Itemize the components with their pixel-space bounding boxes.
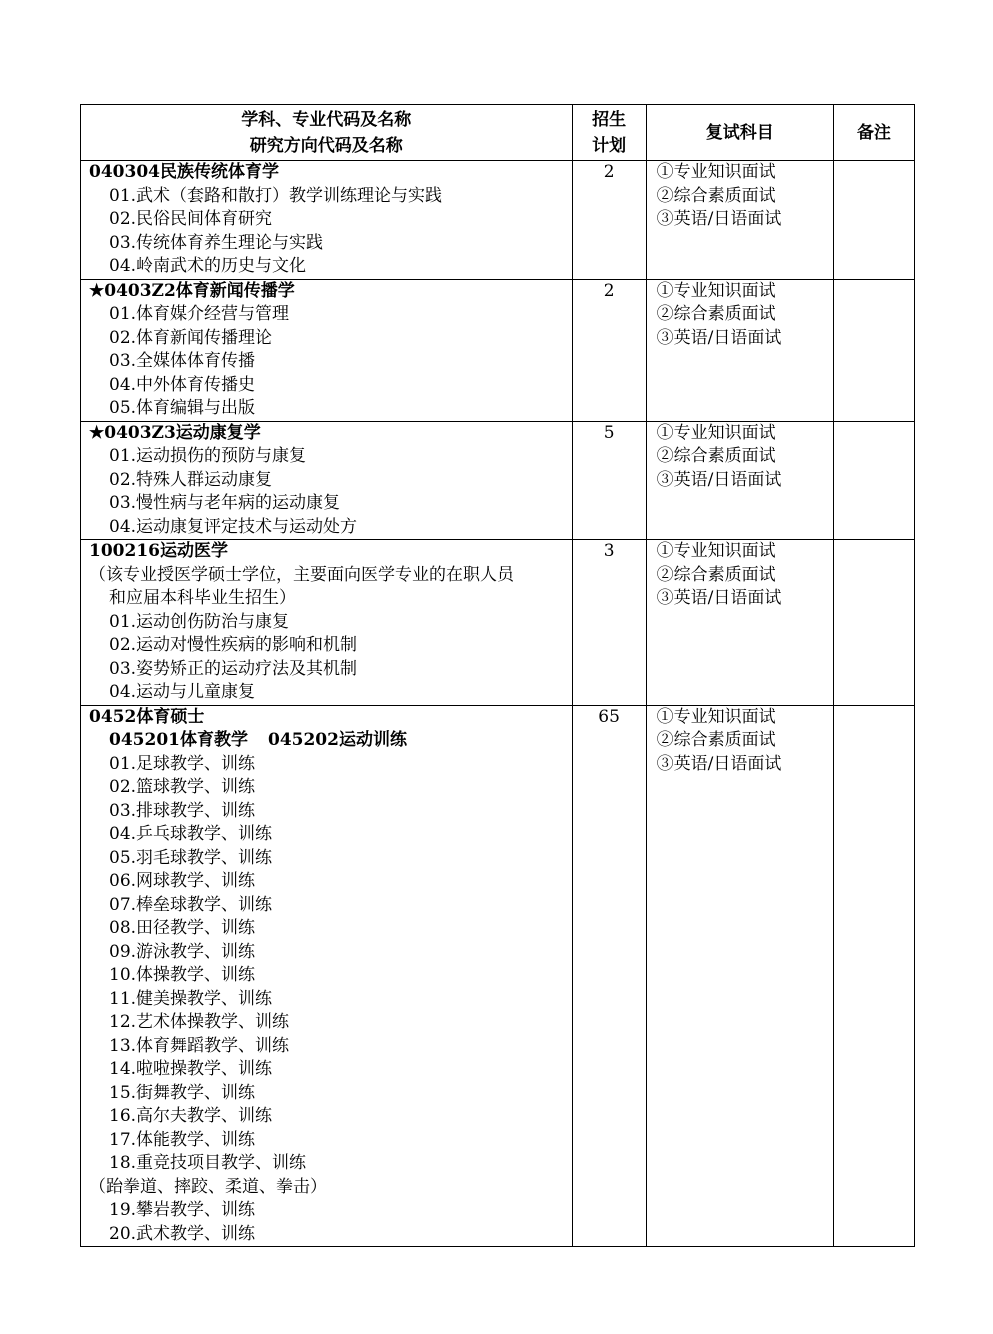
direction-item-remark: （跆拳道、摔跤、柔道、拳击） — [89, 1176, 327, 1197]
direction-item: 04.岭南武术的历史与文化 — [109, 256, 307, 276]
direction-item: 03.姿势矫正的运动疗法及其机制 — [109, 658, 358, 679]
direction-item: 11.健美操教学、训练 — [109, 988, 273, 1009]
header-subject-line2: 研究方向代码及名称 — [249, 135, 403, 156]
direction-item: 17.体能教学、训练 — [109, 1129, 256, 1150]
subject-title: 0452体育硕士 — [89, 706, 205, 727]
direction-item: 01.运动创伤防治与康复 — [109, 611, 290, 632]
direction-item: 12.艺术体操教学、训练 — [109, 1012, 290, 1032]
sub-major-b: 045202运动训练 — [267, 730, 407, 750]
direction-item: 02.体育新闻传播理论 — [109, 327, 273, 348]
exam-item: ②综合素质面试 — [656, 564, 776, 585]
direction-item: 10.体操教学、训练 — [109, 965, 256, 985]
exam-cell — [646, 540, 833, 706]
table-row — [81, 705, 915, 1247]
direction-item: 01.足球教学、训练 — [109, 753, 256, 774]
exam-item: ①专业知识面试 — [656, 280, 776, 301]
direction-item: 20.武术教学、训练 — [109, 1223, 256, 1244]
exam-item: ③英语/日语面试 — [656, 469, 782, 490]
plan-cell: 2 — [572, 279, 646, 421]
header-plan-line2: 计划 — [592, 135, 627, 156]
header-subject-line1: 学科、专业代码及名称 — [241, 109, 412, 130]
subject-title: ★0403Z3运动康复学 — [89, 422, 261, 443]
exam-cell — [646, 161, 833, 280]
table-row — [81, 421, 915, 540]
exam-item: ③英语/日语面试 — [656, 753, 782, 774]
note-cell — [833, 161, 914, 280]
subject-cell — [81, 279, 573, 421]
subject-remark-line: （该专业授医学硕士学位，主要面向医学专业的在职人员 — [89, 564, 514, 585]
exam-item: ①专业知识面试 — [656, 422, 776, 443]
subject-title: 040304民族传统体育学 — [89, 162, 279, 182]
direction-item: 03.慢性病与老年病的运动康复 — [109, 493, 341, 513]
header-plan — [572, 105, 646, 161]
exam-item: ①专业知识面试 — [656, 162, 776, 182]
exam-item: ②综合素质面试 — [656, 185, 776, 206]
header-subject — [81, 105, 573, 161]
direction-item: 09.游泳教学、训练 — [109, 941, 256, 962]
direction-item: 13.体育舞蹈教学、训练 — [109, 1035, 290, 1056]
sub-major-a: 045201体育教学 — [109, 730, 248, 750]
direction-item: 18.重竞技项目教学、训练 — [109, 1153, 307, 1173]
subject-title: 100216运动医学 — [89, 541, 228, 561]
header-note: 备注 — [833, 105, 914, 161]
exam-item: ②综合素质面试 — [656, 730, 776, 750]
note-cell — [833, 421, 914, 540]
direction-item: 16.高尔夫教学、训练 — [109, 1106, 273, 1126]
direction-item: 02.民俗民间体育研究 — [109, 209, 273, 229]
subject-remark-line: 和应届本科毕业生招生） — [109, 588, 296, 608]
note-cell — [833, 279, 914, 421]
direction-item: 04.运动康复评定技术与运动处方 — [109, 516, 358, 537]
note-cell — [833, 705, 914, 1247]
sub-major-line — [89, 729, 572, 753]
table-row — [81, 540, 915, 706]
exam-item: ②综合素质面试 — [656, 446, 776, 466]
subject-cell — [81, 421, 573, 540]
subject-title: ★0403Z2体育新闻传播学 — [89, 280, 295, 301]
exam-item: ③英语/日语面试 — [656, 327, 782, 348]
note-cell — [833, 540, 914, 706]
direction-item: 05.羽毛球教学、训练 — [109, 847, 273, 868]
subject-cell — [81, 540, 573, 706]
subject-cell — [81, 161, 573, 280]
header-plan-line1: 招生 — [592, 109, 627, 130]
direction-item: 15.街舞教学、训练 — [109, 1082, 256, 1103]
direction-item: 02.特殊人群运动康复 — [109, 469, 273, 490]
subject-cell — [81, 705, 573, 1247]
direction-item: 01.武术（套路和散打）教学训练理论与实践 — [109, 185, 443, 206]
exam-item: ③英语/日语面试 — [656, 209, 782, 229]
direction-item: 06.网球教学、训练 — [109, 871, 256, 891]
direction-item: 07.棒垒球教学、训练 — [109, 894, 273, 915]
plan-cell: 3 — [572, 540, 646, 706]
admissions-table — [80, 104, 915, 1247]
direction-item: 04.运动与儿童康复 — [109, 682, 256, 702]
exam-cell — [646, 705, 833, 1247]
table-header-row — [81, 105, 915, 161]
direction-item: 03.全媒体体育传播 — [109, 351, 256, 371]
direction-item: 04.乒乓球教学、训练 — [109, 824, 273, 844]
direction-item: 05.体育编辑与出版 — [109, 398, 256, 418]
direction-item: 14.啦啦操教学、训练 — [109, 1059, 273, 1079]
direction-item: 19.攀岩教学、训练 — [109, 1200, 256, 1220]
header-exam: 复试科目 — [646, 105, 833, 161]
direction-item: 01.体育媒介经营与管理 — [109, 304, 290, 324]
exam-item: ③英语/日语面试 — [656, 588, 782, 608]
direction-item: 01.运动损伤的预防与康复 — [109, 446, 307, 466]
direction-item: 02.运动对慢性疾病的影响和机制 — [109, 635, 358, 655]
exam-cell — [646, 279, 833, 421]
direction-item: 03.传统体育养生理论与实践 — [109, 232, 324, 253]
direction-item: 03.排球教学、训练 — [109, 800, 256, 821]
table-row — [81, 161, 915, 280]
exam-item: ①专业知识面试 — [656, 541, 776, 561]
exam-item: ①专业知识面试 — [656, 706, 776, 727]
plan-cell: 2 — [572, 161, 646, 280]
plan-cell: 5 — [572, 421, 646, 540]
exam-cell — [646, 421, 833, 540]
direction-item: 02.篮球教学、训练 — [109, 777, 256, 797]
exam-item: ②综合素质面试 — [656, 304, 776, 324]
plan-cell: 65 — [572, 705, 646, 1247]
direction-item: 08.田径教学、训练 — [109, 918, 256, 938]
direction-item: 04.中外体育传播史 — [109, 374, 256, 395]
table-row — [81, 279, 915, 421]
